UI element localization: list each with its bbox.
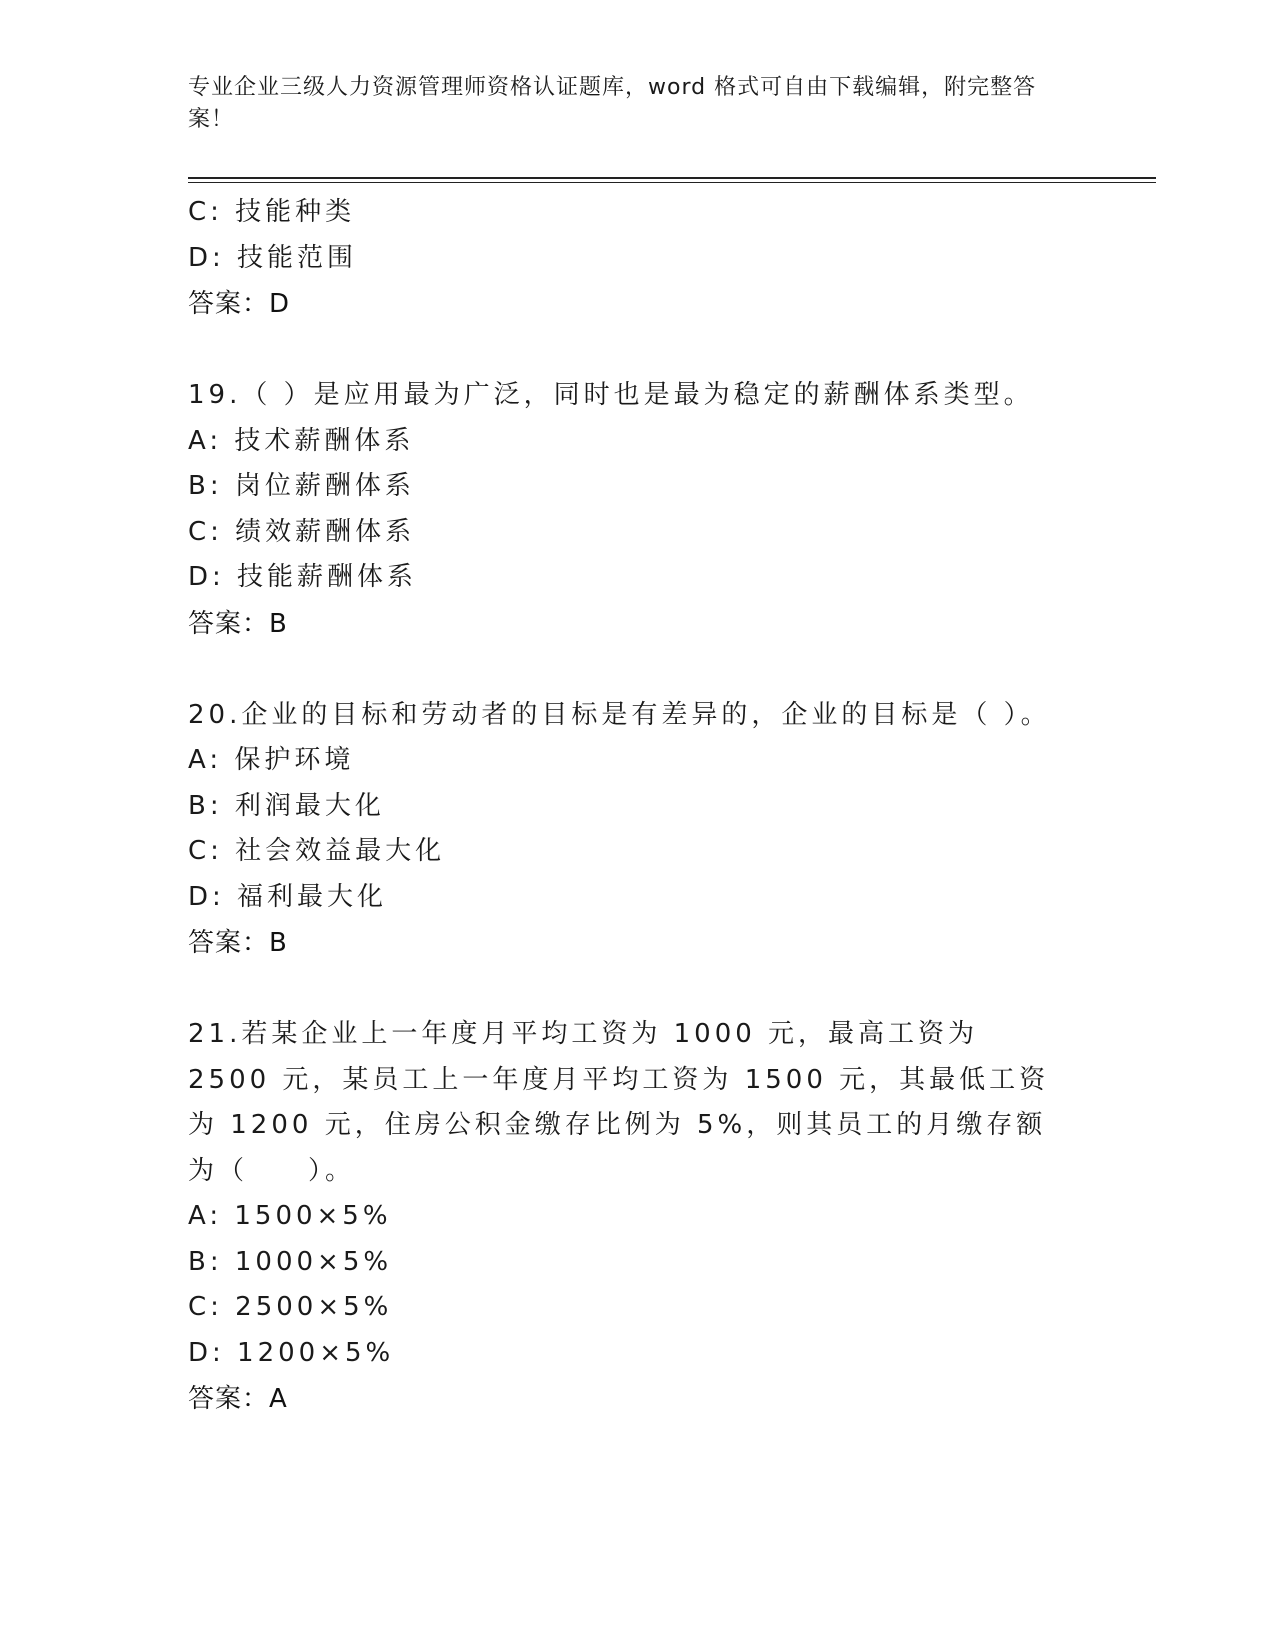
answer-line: 答案：A	[188, 1384, 288, 1414]
option-c: C: 2500×5%	[188, 1292, 393, 1322]
question-21	[188, 1012, 1088, 1422]
header-rule-thin	[188, 182, 1156, 183]
prev-question-block	[188, 190, 1088, 327]
answer-line: 答案：D	[188, 289, 291, 319]
option-a: A: 1500×5%	[188, 1201, 392, 1231]
answer-line: 答案：B	[188, 608, 288, 639]
spacer	[188, 327, 1088, 373]
option-d: D: 1200×5%	[188, 1337, 395, 1368]
option-d: D: 福利最大化	[188, 881, 388, 912]
spacer	[188, 647, 1088, 693]
option-b: B: 岗位薪酬体系	[188, 471, 415, 501]
question-stem: 20.企业的目标和劳动者的目标是有差异的，企业的目标是（ ）。	[188, 699, 1051, 730]
spacer	[188, 966, 1088, 1012]
option-d: D: 技能范围	[188, 242, 358, 273]
option-c: C: 技能种类	[188, 197, 356, 227]
question-stem: 19.（ ）是应用最为广泛，同时也是最为稳定的薪酬体系类型。	[188, 380, 1034, 410]
question-stem: 21.若某企业上一年度月平均工资为 1000 元，最高工资为 2500 元，某员工上一年度月平均工资为 1500 元，其最低工资为 1200 元，住房公积金缴存比例为 5%，则其员工的月缴存额为（ ）。	[188, 1019, 1050, 1186]
header-rule-thick	[188, 177, 1156, 179]
answer-line: 答案：B	[188, 928, 288, 958]
option-c: C: 绩效薪酬体系	[188, 516, 416, 547]
option-a: A: 保护环境	[188, 745, 355, 775]
option-b: B: 1000×5%	[188, 1246, 393, 1277]
question-list	[188, 190, 1088, 1422]
question-20	[188, 693, 1088, 967]
page-header: 专业企业三级人力资源管理师资格认证题库，word 格式可自由下载编辑，附完整答案！	[188, 75, 1037, 132]
option-a: A: 技术薪酬体系	[188, 425, 415, 456]
option-c: C: 社会效益最大化	[188, 836, 446, 866]
question-19	[188, 373, 1088, 647]
option-d: D: 技能薪酬体系	[188, 562, 418, 592]
option-b: B: 利润最大化	[188, 790, 385, 821]
